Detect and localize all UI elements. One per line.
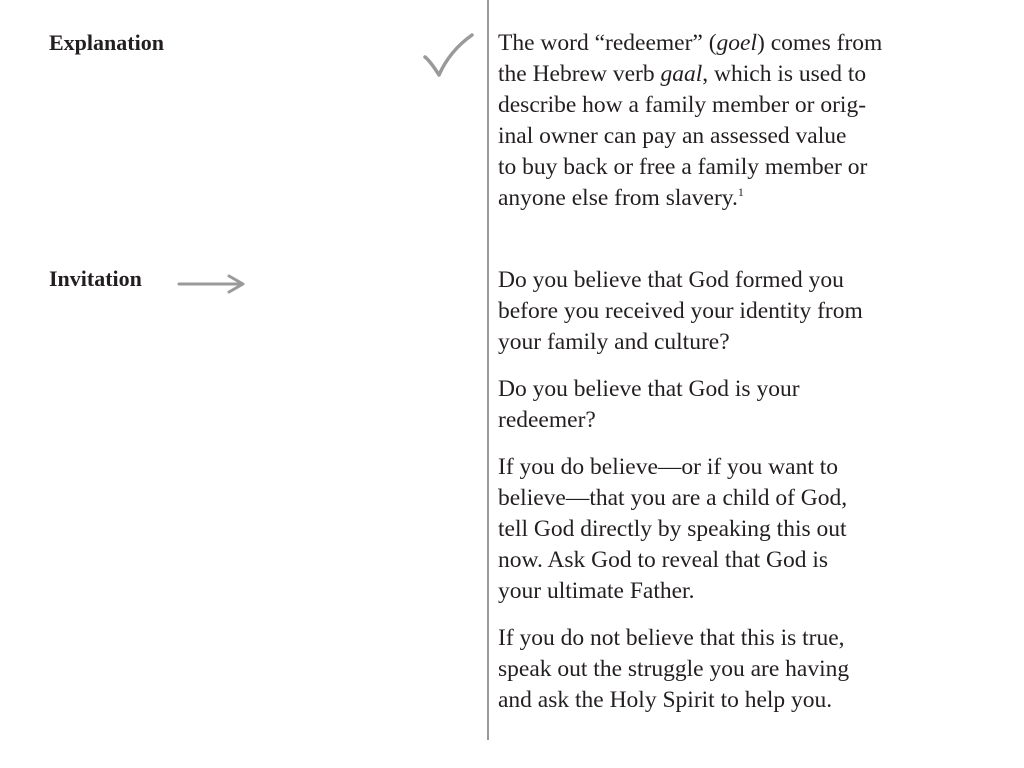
invitation-paragraph [498,452,968,607]
invitation-paragraph [498,265,968,358]
text-line: If you do not believe that this is true, [498,625,845,651]
text-line: and ask the Holy Spirit to help you. [498,687,833,713]
text-line: Do you believe that God is your [498,376,800,402]
checkmark-icon [422,33,474,79]
footnote-marker: 1 [737,185,744,200]
term-goel: goel [716,30,758,56]
invitation-paragraph [498,374,968,436]
text-line: speak out the struggle you are having [498,656,850,682]
text-line: redeemer? [498,407,596,433]
invitation-paragraphs [498,265,968,732]
text-line: before you received your identity from [498,298,863,324]
text-line: inal owner can pay an assessed value [498,123,847,149]
invitation-paragraph [498,623,968,716]
explanation-paragraph [498,28,968,230]
text-line: to buy back or free a family member or [498,154,868,180]
text-line: If you do believe—or if you want to [498,454,839,480]
text-line: the Hebrew verb gaal, which is used to [498,61,867,87]
text-line: Do you believe that God formed you [498,267,844,293]
text-line: describe how a family member or orig- [498,92,867,118]
text-line: your family and culture? [498,329,730,355]
text-line: anyone else from slavery.$^1$ [498,185,744,211]
text-line: believe—that you are a child of God, [498,485,848,511]
text-line: tell God directly by speaking this out [498,516,847,542]
column-divider [487,0,489,740]
text-line: your ultimate Father. [498,578,695,604]
term-gaal: gaal [660,61,703,87]
section-label-explanation: Explanation [49,30,164,55]
text-line: now. Ask God to reveal that God is [498,547,829,573]
section-label-invitation: Invitation [49,266,142,291]
right-arrow-icon [177,273,247,295]
text-line: The word “redeemer” (goel) comes from [498,30,883,56]
